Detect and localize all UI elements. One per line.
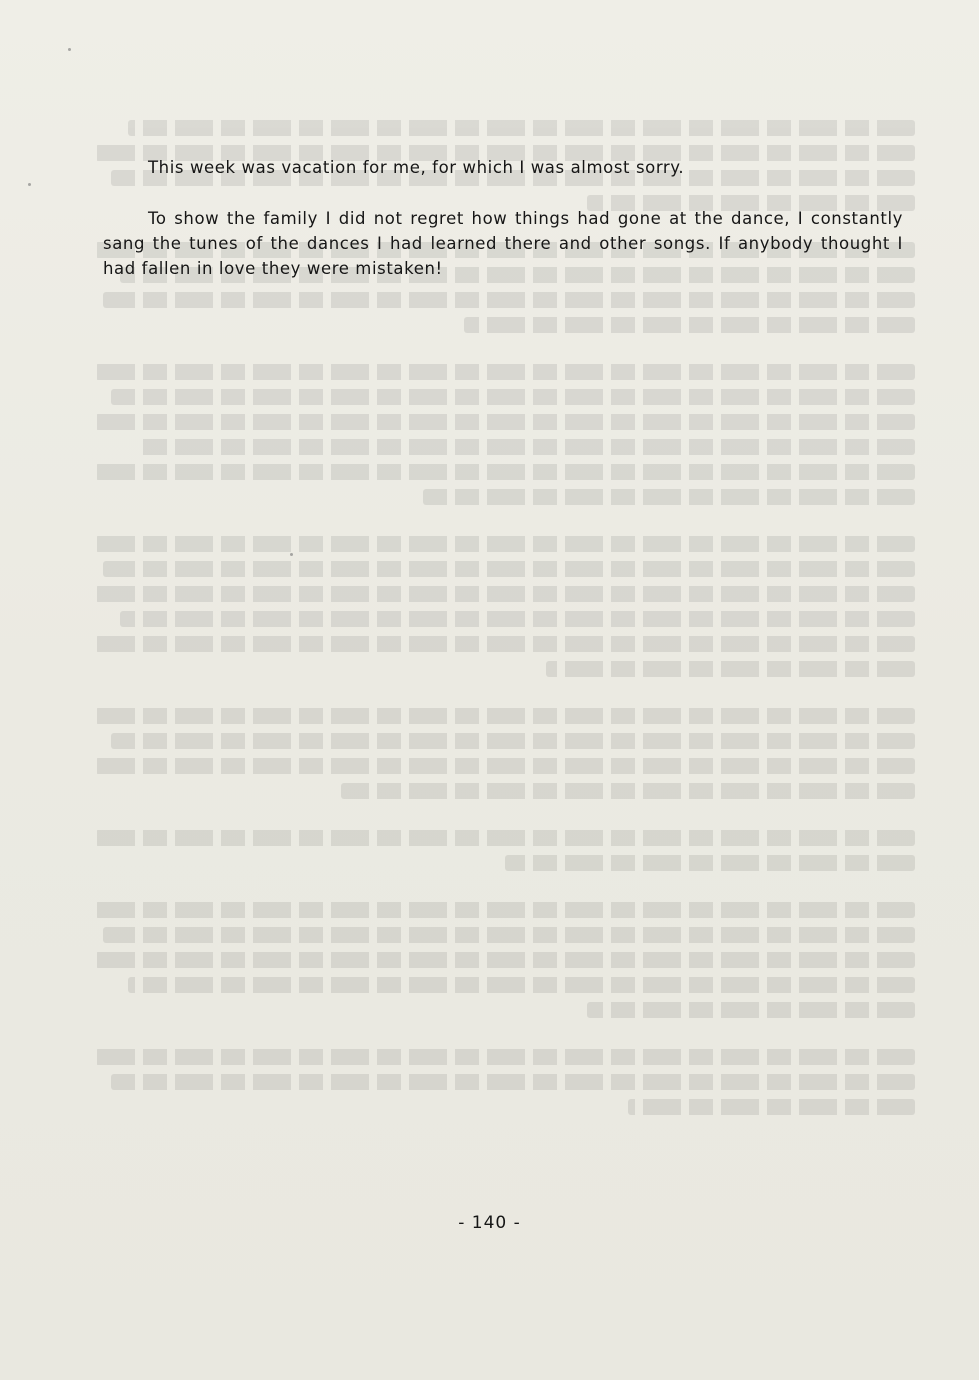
page-number: - 140 - xyxy=(458,1213,521,1233)
paragraph-1: This week was vacation for me, for which I was almost sorry. xyxy=(148,158,685,177)
document-body xyxy=(103,155,903,281)
scan-speck xyxy=(28,183,31,186)
scan-speck xyxy=(290,553,293,556)
bleed-through-text xyxy=(95,120,915,1220)
scan-speck xyxy=(68,48,71,51)
paragraph-2: To show the family I did not regret how things had gone at the dance, I constantly sang the tunes of the dances I had learned there and other songs. If anybody thought I had fallen in love they were mistaken! xyxy=(103,209,903,278)
